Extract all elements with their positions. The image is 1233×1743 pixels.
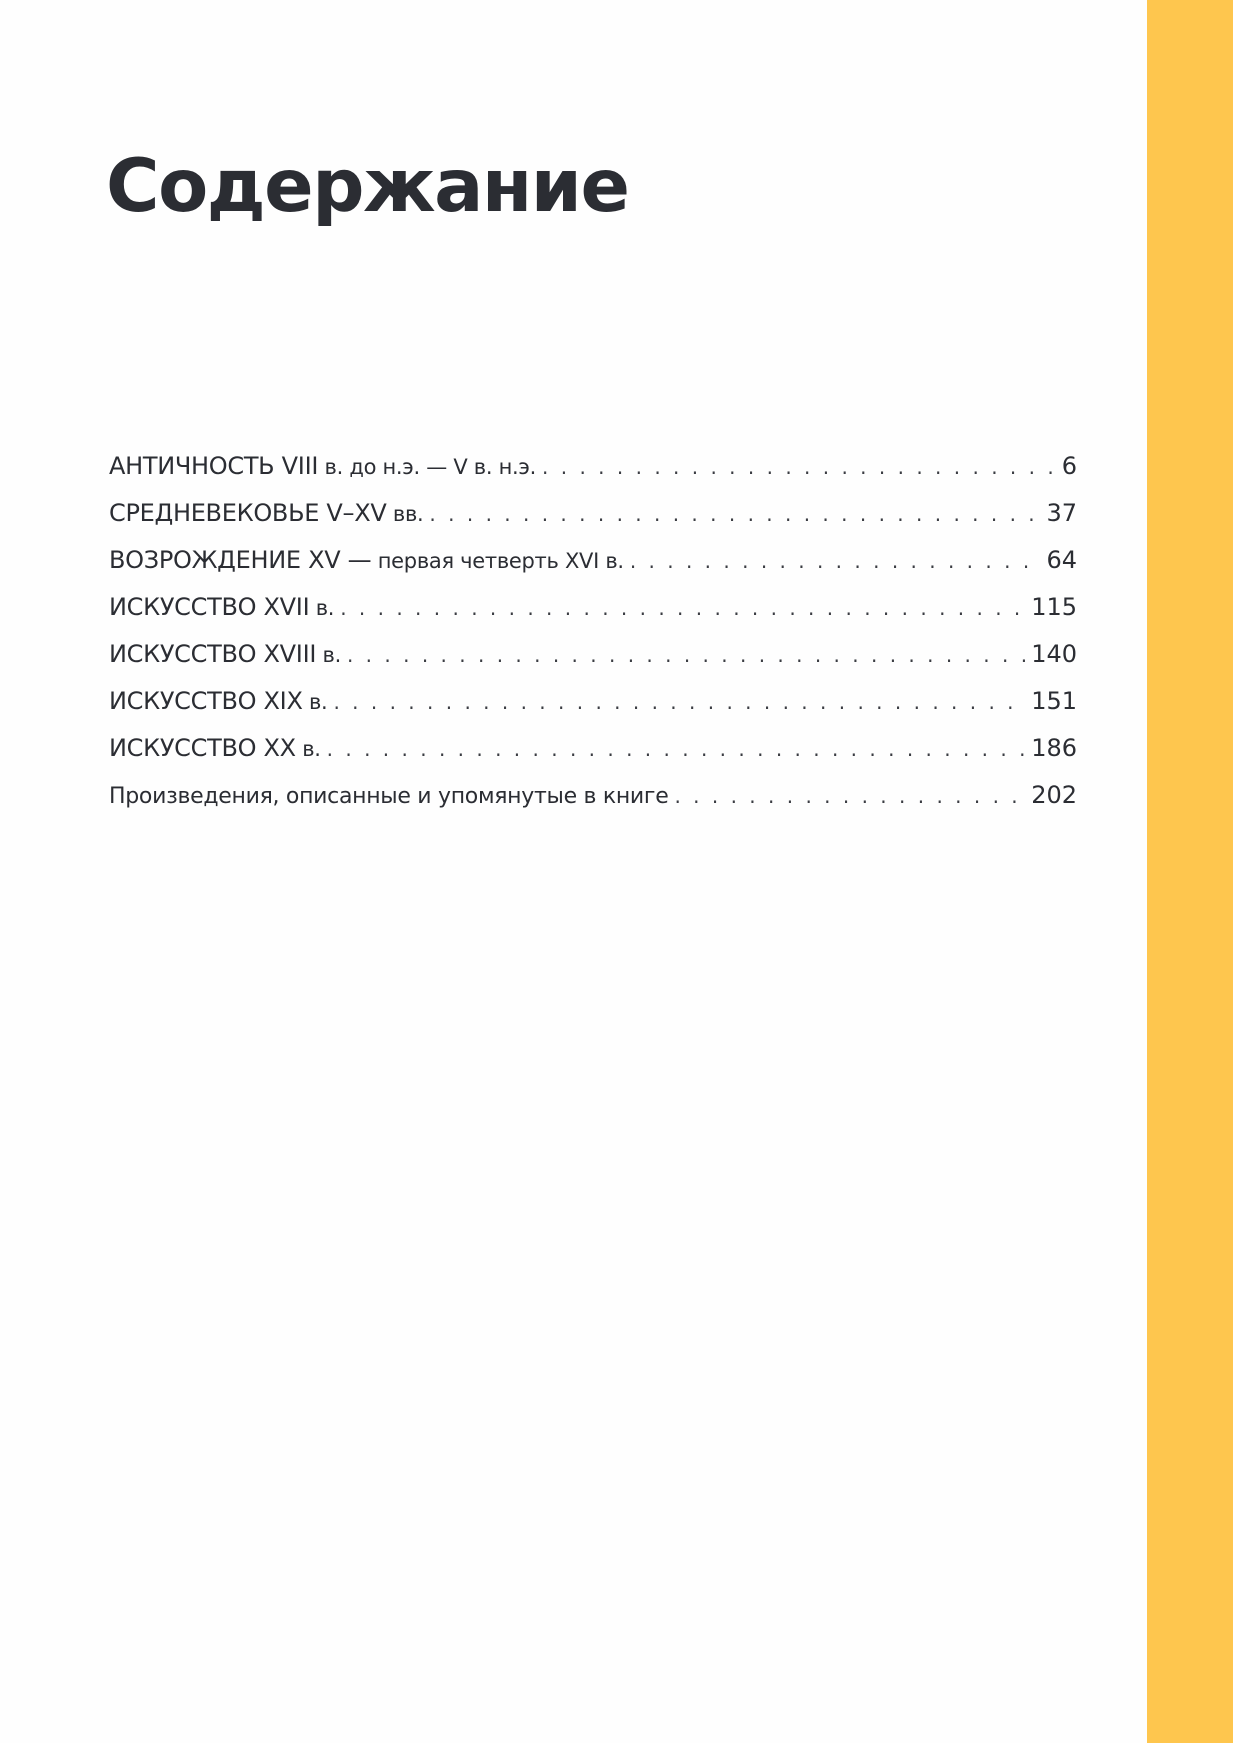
toc-page-number: 115 (1031, 593, 1077, 621)
toc-entry-main-text: СРЕДНЕВЕКОВЬЕ V–XV (109, 499, 387, 527)
toc-entry-renaissance[interactable] (109, 540, 1077, 587)
toc-entry-works-index[interactable] (109, 775, 1077, 822)
toc-entry-19th-century[interactable] (109, 681, 1077, 728)
toc-entry-title (109, 728, 327, 769)
table-of-contents (109, 446, 1077, 822)
toc-entry-title (109, 634, 347, 675)
toc-entry-title (109, 493, 429, 534)
toc-entry-main-text: ВОЗРОЖДЕНИЕ XV — (109, 546, 372, 574)
toc-entry-main-text: Произведения, описанные и упомянутые в книге (109, 784, 669, 809)
toc-entry-sub-text: в. (309, 596, 335, 620)
toc-entry-sub-text: первая четверть XVI в. (371, 549, 624, 573)
toc-page-number: 151 (1031, 687, 1077, 715)
toc-entry-17th-century[interactable] (109, 587, 1077, 634)
toc-entry-antiquity[interactable] (109, 446, 1077, 493)
toc-page-number: 37 (1046, 499, 1077, 527)
toc-page-number: 186 (1031, 734, 1077, 762)
toc-entry-20th-century[interactable] (109, 728, 1077, 775)
toc-entry-main-text: ИСКУССТВО XVII (109, 593, 310, 621)
toc-entry-sub-text: в. (302, 690, 328, 714)
toc-entry-title (109, 540, 630, 581)
toc-page-number: 202 (1031, 781, 1077, 809)
dot-leader (327, 729, 1028, 769)
dot-leader (674, 776, 1027, 816)
toc-page-number: 64 (1046, 546, 1077, 574)
dot-leader (542, 447, 1058, 487)
toc-entry-main-text: ИСКУССТВО XVIII (109, 640, 317, 668)
toc-entry-sub-text: в. (295, 737, 321, 761)
accent-side-stripe (1147, 0, 1233, 1743)
toc-entry-sub-text: вв. (386, 502, 424, 526)
toc-entry-18th-century[interactable] (109, 634, 1077, 681)
dot-leader (630, 541, 1043, 581)
toc-entry-main-text: АНТИЧНОСТЬ VIII (109, 452, 319, 480)
toc-page-number: 6 (1061, 452, 1077, 480)
toc-entry-sub-text: в. до н.э. — V в. н.э. (318, 455, 537, 479)
dot-leader (347, 635, 1027, 675)
toc-entry-main-text: ИСКУССТВО XIX (109, 687, 303, 715)
toc-entry-title (109, 681, 333, 722)
dot-leader (340, 588, 1027, 628)
dot-leader (429, 494, 1042, 534)
toc-entry-title (109, 587, 340, 628)
page-title: Содержание (106, 144, 629, 229)
toc-entry-middle-ages[interactable] (109, 493, 1077, 540)
toc-entry-title (109, 446, 542, 487)
toc-entry-title (109, 776, 674, 817)
toc-page-number: 140 (1031, 640, 1077, 668)
dot-leader (333, 682, 1027, 722)
toc-entry-main-text: ИСКУССТВО XX (109, 734, 296, 762)
toc-entry-sub-text: в. (316, 643, 341, 667)
